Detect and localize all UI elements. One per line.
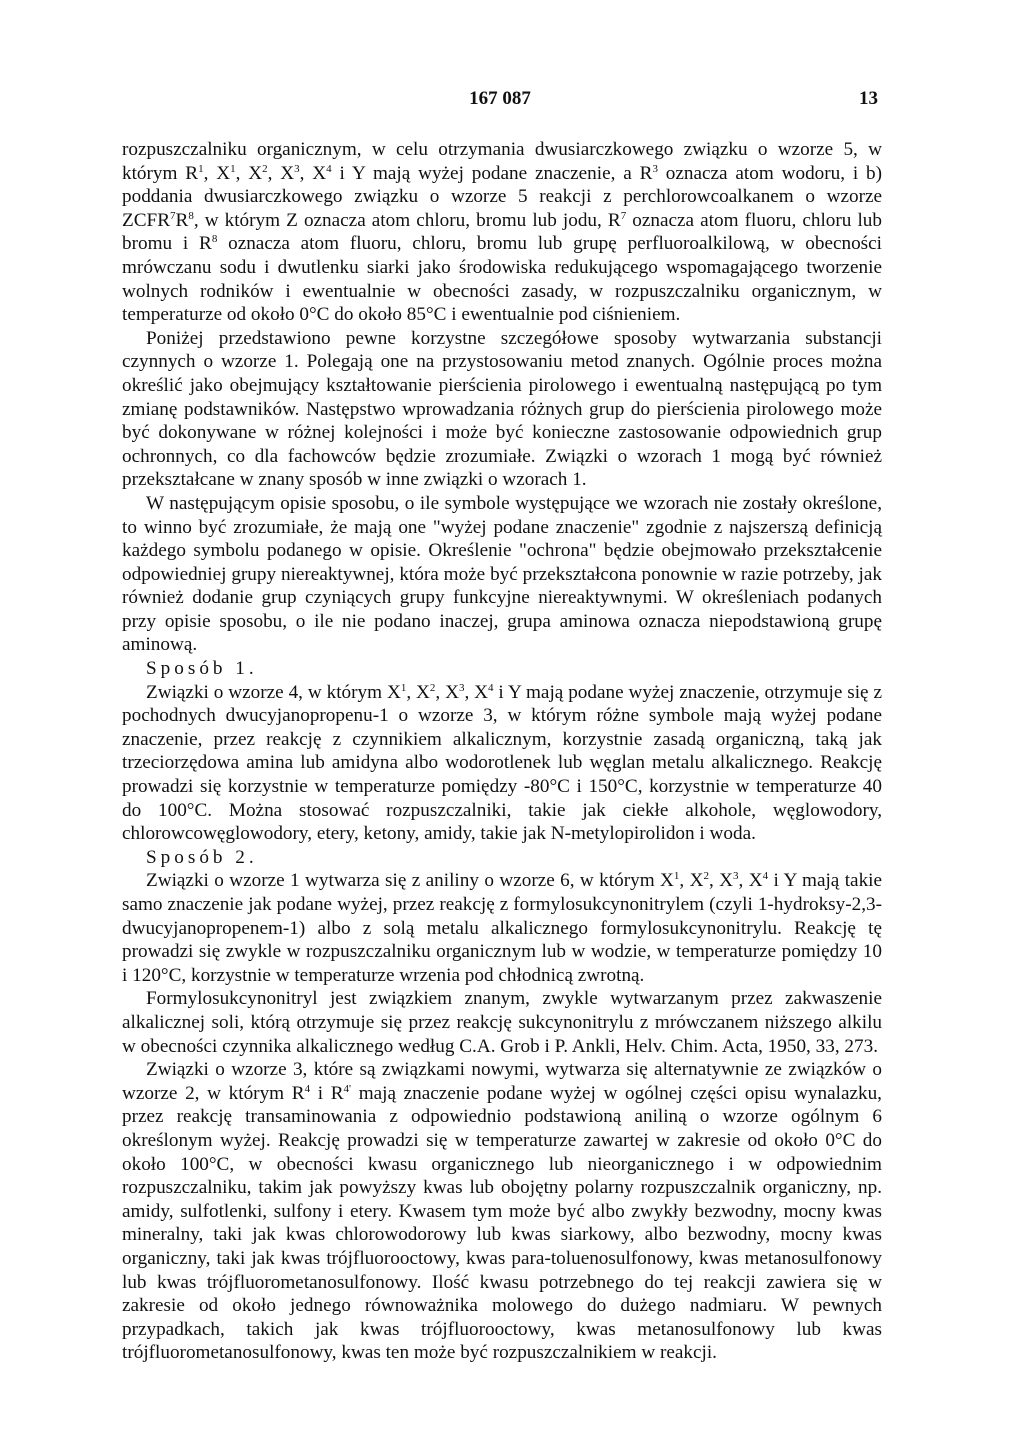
- page-header: [122, 88, 878, 112]
- method-2-heading: Sposób 2.: [146, 846, 258, 868]
- patent-number: 167 087: [469, 88, 531, 109]
- paragraph-7: Związki o wzorze 3, które są związkami nowymi, wytwarza się alternatywnie ze związków o wzorze 2, w którym $R^4$ i $R^{4'}$ mają znaczenie podane wyżej w ogólnej części opisu wynalazku, przez reakcję transaminowania z odpowiednio podstawioną aniliną o wzorze ogólnym 6 określonym wyżej. Reakcję prowadzi się w temperaturze zawartej w zakresie od około 0°C do około 100°C, w obecności kwasu organicznego lub nieorganicznego i w odpowiednim rozpuszczalniku, takim jak powyższy kwas lub obojętny polarny rozpuszczalnik organiczny, np. amidy, sulfotlenki, sulfony i etery. Kwasem tym może być albo zwykły bezwodny, mocny kwas mineralny, taki jak kwas chlorowodorowy lub kwas siarkowy, albo bezwodny, mocny kwas organiczny, taki jak kwas trójfluorooctowy, kwas para-toluenosulfonowy, kwas metanosulfonowy lub kwas trójfluorometanosulfonowy. Ilość kwasu potrzebnego do tej reakcji zawiera się w zakresie od około jednego równoważnika molowego do dużego nadmiaru. W pewnych przypadkach, takich jak kwas trójfluorooctowy, kwas metanosulfonowy lub kwas trójfluorometanosulfonowy, kwas ten może być rozpuszczalnikiem w reakcji.: [122, 1059, 882, 1364]
- paragraph-4: Związki o wzorze 4, w którym $X^1$, $X^2$, $X^3$, $X^4$ i Y mają podane wyżej znaczenie, otrzymuje się z pochodnych dwucyjanopropenu-1 o wzorze 3, w którym różne symbole mają wyżej podane znaczenie, przez reakcję z czynnikiem alkalicznym, korzystnie zasadą organiczną, taką jak trzeciorzędowa amina lub amidyna albo wodorotlenek lub węglan metalu alkalicznego. Reakcję prowadzi się korzystnie w temperaturze pomiędzy -80°C i 150°C, korzystnie w temperaturze 40 do 100°C. Można stosować rozpuszczalniki, takie jak ciekłe alkohole, węglowodory, chlorowcowęglowodory, etery, ketony, amidy, takie jak N-metylopirolidon i woda.: [122, 681, 882, 845]
- document-body: [122, 138, 882, 1365]
- paragraph-5: Związki o wzorze 1 wytwarza się z aniliny o wzorze 6, w którym $X^1$, $X^2$, $X^3$, $X^4$ i Y mają takie samo znaczenie jak podane wyżej, przez reakcję z formylosukcynonitrylem (czyli 1-hydroksy-2,3-dwucyjanopropenem-1) albo z solą metalu alkalicznego formylosukcynonitrylu. Reakcję tę prowadzi się zwykle w rozpuszczalniku organicznym lub w wodzie, w temperaturze pomiędzy 10 i 120°C, korzystnie w temperaturze wrzenia pod chłodnicą zwrotną.: [122, 870, 883, 986]
- method-1-heading: Sposób 1.: [146, 658, 258, 680]
- paragraph-1: rozpuszczalniku organicznym, w celu otrzymania dwusiarczkowego związku o wzorze 5, w którym $R^1$, $X^1$, $X^2$, $X^3$, $X^4$ i Y mają wyżej podane znaczenie, a $R^3$ oznacza atom wodoru, i b) poddania dwusiarczkowego związku o wzorze 5 reakcji z perchlorowcoalkanem o wzorze $ZCFR^7R^8$, w którym Z oznacza atom chloru, bromu lub jodu, $R^7$ oznacza atom fluoru, chloru lub bromu i $R^8$ oznacza atom fluoru, chloru, bromu lub grupę perfluoroalkilową, w obecności mrówczanu sodu i dwutlenku siarki jako środowiska redukującego wspomagającego tworzenie wolnych rodników i ewentualnie w obecności zasady, w rozpuszczalniku organicznym, w temperaturze od około 0°C do około 85°C i ewentualnie pod ciśnieniem.: [122, 139, 883, 326]
- page-number: 13: [859, 88, 878, 109]
- paragraph-2: Poniżej przedstawiono pewne korzystne szczegółowe sposoby wytwarzania substancji czynnych o wzorze 1. Polegają one na przystosowaniu metod znanych. Ogólnie proces można określić jako obejmujący kształtowanie pierścienia pirolowego i ewentualną następującą po tym zmianę podstawników. Następstwo wprowadzania różnych grup do pierścienia pirolowego może być dokonywane w różnej kolejności i może być konieczne zastosowanie odpowiednich grup ochronnych, co dla fachowców będzie zrozumiałe. Związki o wzorach 1 mogą być również przekształcane w znany sposób w inne związki o wzorach 1.: [122, 327, 882, 491]
- paragraph-3: W następującym opisie sposobu, o ile symbole występujące we wzorach nie zostały określone, to winno być zrozumiałe, że mają one "wyżej podane znaczenie" zgodnie z najszerszą definicją każdego symbolu podanego w opisie. Określenie "ochrona" będzie obejmowało przekształcenie odpowiedniej grupy niereaktywnej, która może być przekształcona ponownie w razie potrzeby, jak również dodanie grup czyniących grupy funkcyjne niereaktywnymi. W określeniach podanych przy opisie sposobu, o ile nie podano inaczej, grupa aminowa oznacza niepodstawioną grupę aminową.: [122, 492, 882, 656]
- paragraph-6: Formylosukcynonitryl jest związkiem znanym, zwykle wytwarzanym przez zakwaszenie alkalicznej soli, którą otrzymuje się przez reakcję sukcynonitrylu z mrówczanem niższego alkilu w obecności czynnika alkalicznego według C.A. Grob i P. Ankli, Helv. Chim. Acta, 1950, 33, 273.: [122, 988, 882, 1057]
